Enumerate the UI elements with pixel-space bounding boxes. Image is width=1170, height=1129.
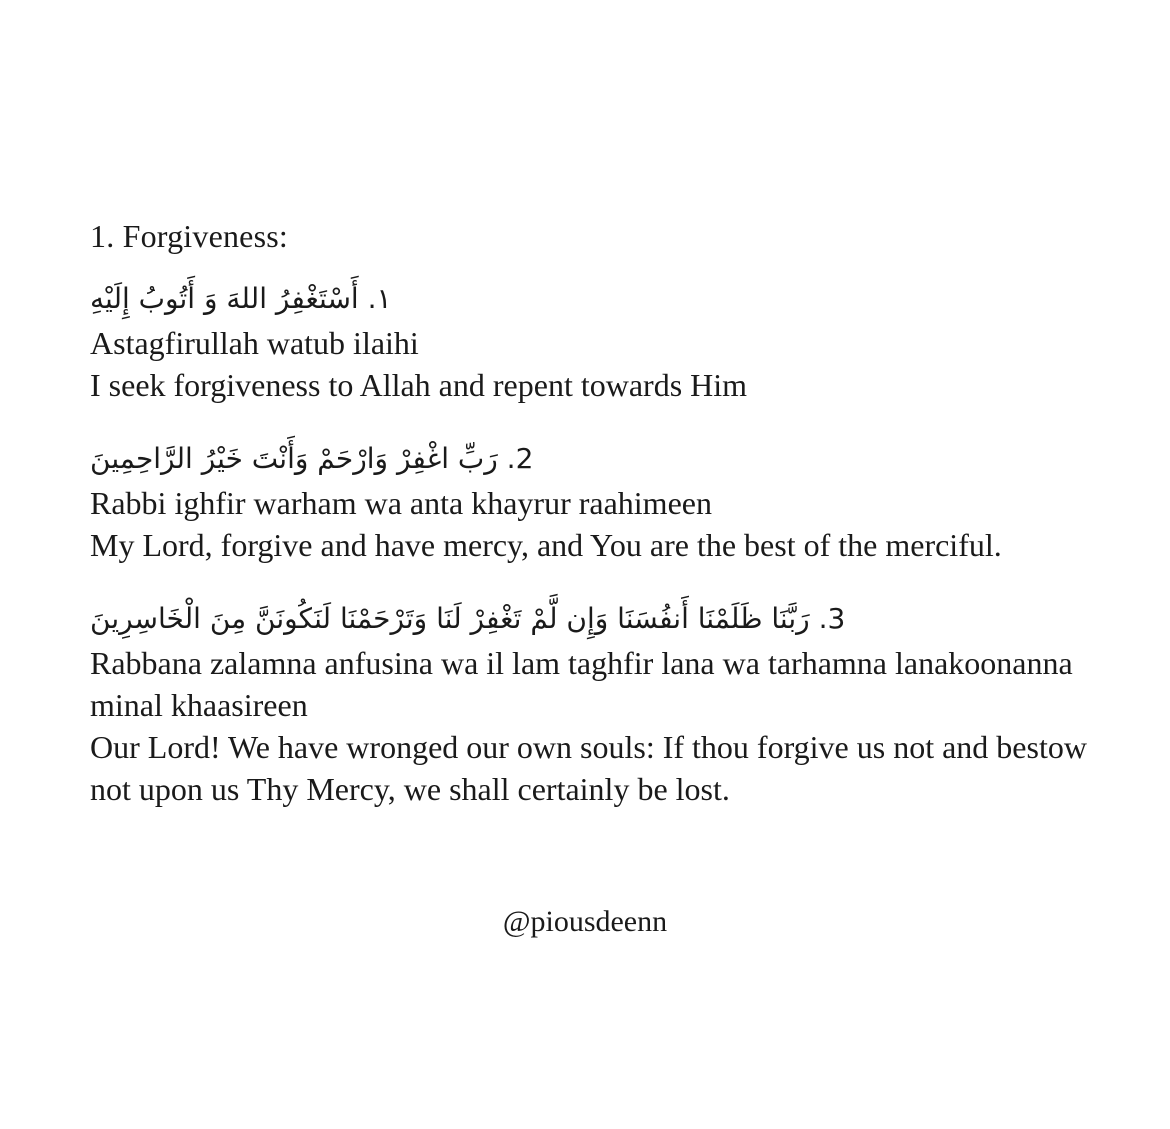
- dua-arabic-text: ١. أَسْتَغْفِرُ اللهَ وَ أَتُوبُ إِلَيْهِ: [90, 282, 392, 315]
- dua-meaning: My Lord, forgive and have mercy, and You are the best of the merciful.: [90, 527, 1002, 563]
- dua-meaning: Our Lord! We have wronged our own souls: If thou forgive us not and bestow not upon us Thy Mercy, we shall certainly be lost.: [90, 729, 1087, 807]
- dua-arabic-text: 3. رَبَّنَا ظَلَمْنَا أَنفُسَنَا وَإِن لَّمْ تَغْفِرْ لَنَا وَتَرْحَمْنَا لَنَكُونَنَّ مِنَ الْخَاسِرِينَ: [90, 602, 846, 635]
- dua-transliteration: Astagfirullah watub ilaihi: [90, 325, 419, 361]
- author-handle: @piousdeenn: [502, 905, 668, 938]
- arabic-row-3: [90, 596, 1130, 642]
- dua-arabic-text: 2. رَبِّ اغْفِرْ وَارْحَمْ وَأَنْتَ خَيْرُ الرَّاحِمِينَ: [90, 442, 534, 475]
- dua-transliteration: Rabbi ighfir warham wa anta khayrur raahimeen: [90, 485, 712, 521]
- dua-entry-1: [90, 276, 1130, 406]
- dua-entry-2: [90, 436, 1130, 566]
- dua-list: [90, 212, 1130, 840]
- dua-entry-3: [90, 596, 1130, 810]
- section-heading: 1. Forgiveness:: [90, 218, 288, 254]
- arabic-row-1: [90, 276, 1130, 322]
- dua-transliteration: Rabbana zalamna anfusina wa il lam taghfir lana wa tarhamna lanakoonanna minal khaasireen: [90, 645, 1073, 723]
- dua-meaning: I seek forgiveness to Allah and repent towards Him: [90, 367, 748, 403]
- arabic-row-2: [90, 436, 1130, 482]
